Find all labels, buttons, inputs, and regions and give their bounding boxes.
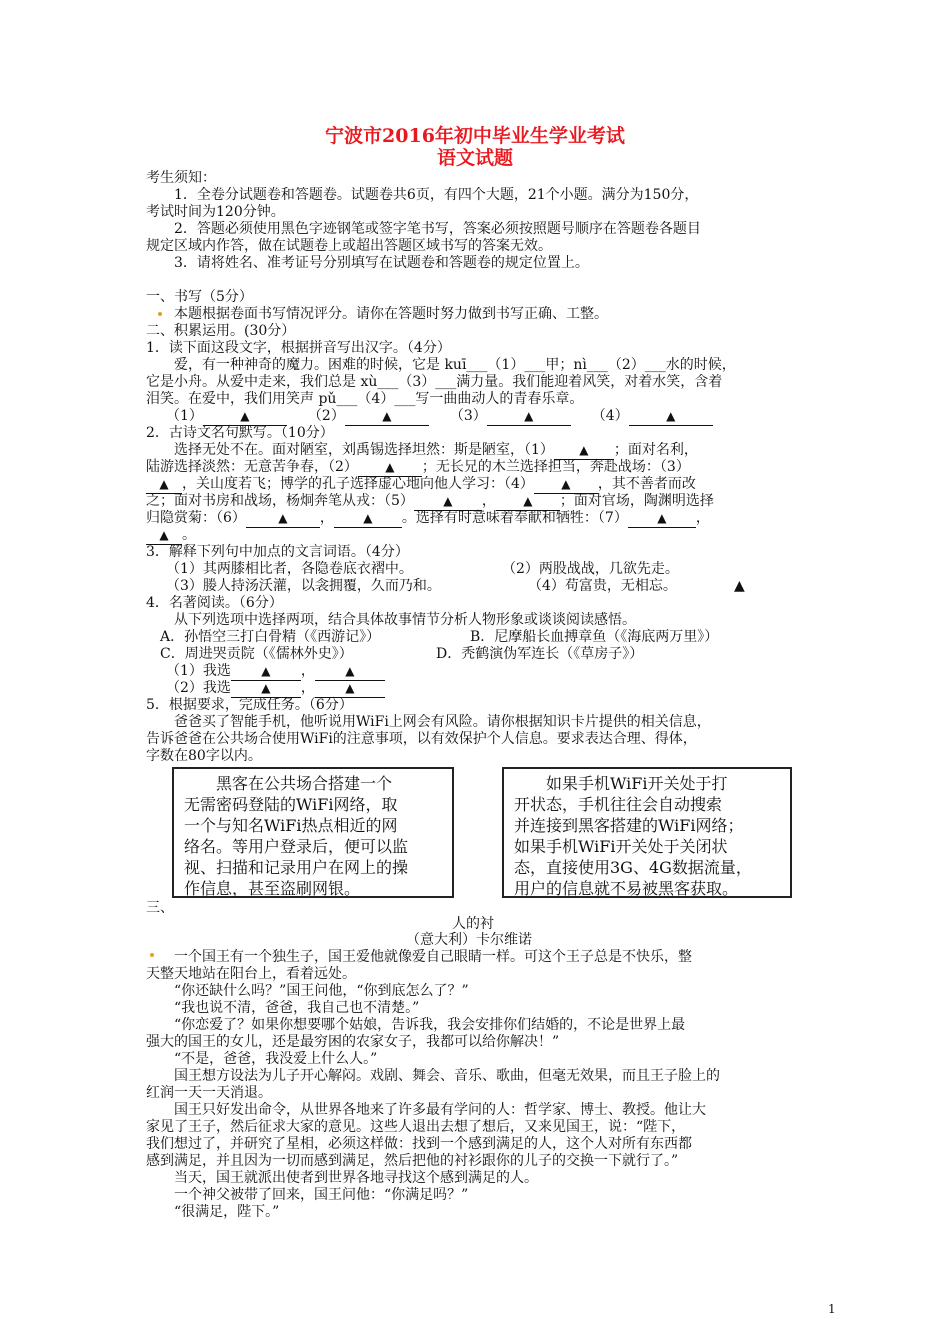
question-text: 泪笑。在爱中，我们用笑声 pǔ___（4）___写一曲曲动人的青春乐章。 bbox=[146, 391, 584, 407]
answer-blank[interactable] bbox=[315, 663, 385, 681]
notice-line: 3．请将姓名、准考证号分别填写在试题卷和答题卷的规定位置上。 bbox=[174, 255, 589, 271]
answer-blank[interactable] bbox=[629, 408, 713, 426]
question-text: 归隐赏菊：（6） ▲ ， ▲ 。选择有时意味着奉献和牺牲：（7） ▲ ， bbox=[146, 510, 710, 526]
card-line: 开状态，手机往往会自动搜索 bbox=[514, 795, 723, 814]
card-line: 用户的信息就不易被黑客获取。 bbox=[514, 879, 739, 898]
section-text: 本题根据卷面书写情况评分。请你在答题时努力做到书写正确、工整。 bbox=[174, 306, 608, 322]
story-paragraph: 国王只好发出命令，从世界各地来了许多最有学问的人：哲学家、博士、教授。他让大 bbox=[174, 1102, 706, 1118]
card-line: 如果手机WiFi开关处于关闭状 bbox=[514, 837, 728, 856]
question-text: ▲ ，关山度若飞；博学的孔子选择虚心地向他人学习：（4） ▲ ，其不善者而改 bbox=[146, 476, 696, 494]
notice-line: 规定区域内作答，做在试题卷上或超出答题区域书写的答案无效。 bbox=[146, 238, 552, 254]
section-heading: 二、积累运用。(30分） bbox=[146, 323, 296, 339]
decor-dot bbox=[150, 953, 154, 957]
question-item: （2）两股战战，几欲先走。 bbox=[502, 561, 679, 577]
notice-head: 考生须知： bbox=[146, 170, 216, 186]
triangle-icon: ▲ bbox=[345, 664, 355, 678]
triangle-icon: ▲ bbox=[666, 409, 676, 423]
answer-blank[interactable] bbox=[487, 408, 571, 426]
triangle-icon: ▲ bbox=[524, 409, 534, 423]
notice-line: 1．全卷分试题卷和答题卷。试题卷共6页，有四个大题，21个小题。满分为150分， bbox=[174, 187, 699, 203]
card-line: 一个与知名WiFi热点相近的网 bbox=[184, 816, 398, 835]
story-paragraph: “很满足，陛下。” bbox=[174, 1204, 280, 1220]
question-text: 爱，有一种神奇的魔力。困难的时候，它是 kuī___（1）___甲；nì___（2）___水的时候， bbox=[174, 357, 736, 373]
answer-blank[interactable] bbox=[628, 510, 696, 528]
option-c: C．周进哭贡院（《儒林外史》） bbox=[160, 646, 353, 662]
exam-subtitle: 语文试题 bbox=[436, 147, 513, 169]
answer-blank[interactable] bbox=[554, 442, 614, 460]
card-line: 视、扫描和记录用户在网上的操 bbox=[184, 858, 409, 877]
answer-blank[interactable] bbox=[345, 408, 429, 426]
story-paragraph: 我们想过了，并研究了星相，必须这样做：找到一个感到满足的人，这个人对所有东西都 bbox=[146, 1136, 692, 1152]
card-line: 无需密码登陆的WiFi网络，取 bbox=[184, 795, 398, 814]
question-heading: 5．根据要求，完成任务。（6分） bbox=[146, 697, 353, 713]
decor-dot bbox=[158, 312, 162, 316]
story-paragraph: “你恋爱了？如果你想要哪个姑娘，告诉我，我会安排你们结婚的，不论是世界上最 bbox=[174, 1017, 686, 1033]
answer-blank[interactable] bbox=[246, 510, 320, 528]
triangle-icon: ▲ bbox=[261, 681, 271, 695]
triangle-icon: ▲ bbox=[345, 681, 355, 695]
section-heading: 三、 bbox=[146, 900, 174, 916]
triangle-icon: ▲ bbox=[734, 578, 745, 594]
answer-blank[interactable] bbox=[414, 493, 482, 511]
question-item: （4）苟富贵，无相忘。 bbox=[528, 578, 677, 594]
option-b: B．尼摩船长血搏章鱼（《海底两万里》） bbox=[470, 629, 719, 645]
question-text: ▲ 。 bbox=[146, 527, 196, 545]
answer-blank[interactable] bbox=[496, 493, 560, 511]
triangle-icon: ▲ bbox=[579, 443, 589, 457]
answer-label: （2） bbox=[314, 408, 345, 424]
question-text: 爸爸买了智能手机，他听说用WiFi上网会有风险。请你根据知识卡片提供的相关信息， bbox=[174, 714, 711, 730]
page-number: 1 bbox=[828, 1302, 836, 1316]
triangle-icon: ▲ bbox=[261, 664, 271, 678]
story-paragraph: “不是，爸爸，我没爱上什么人。” bbox=[174, 1051, 378, 1067]
question-heading: 3．解释下列句中加点的文言词语。（4分） bbox=[146, 544, 409, 560]
question-text: 之；面对书房和战场，杨炯奔笔从戎：（5） ▲ ， ▲ ；面对官场，陶渊明选择 bbox=[146, 493, 714, 509]
answer-blank[interactable] bbox=[231, 663, 301, 681]
question-heading: 1．读下面这段文字，根据拼音写出汉字。（4分） bbox=[146, 340, 451, 356]
story-paragraph: 一个国王有一个独生子，国王爱他就像爱自己眼睛一样。可这个王子总是不快乐，整 bbox=[174, 949, 692, 965]
card-line: 如果手机WiFi开关处于打 bbox=[514, 774, 728, 793]
option-d: D．秃鹤演伪军连长（《草房子》） bbox=[436, 646, 644, 662]
card-line: 络名。等用户登录后，便可以监 bbox=[184, 837, 409, 856]
answer-blank[interactable] bbox=[315, 680, 385, 698]
answer-label: （1） bbox=[166, 408, 203, 424]
section-heading: 一、书写（5分） bbox=[146, 289, 253, 305]
story-paragraph: 一个神父被带了回来，国王问他：“你满足吗？” bbox=[174, 1187, 469, 1203]
answer-slots bbox=[166, 408, 713, 426]
question-item: （1）其两膝相比者，各隐卷底衣褶中。 bbox=[166, 561, 413, 577]
answer-blank[interactable] bbox=[146, 476, 182, 494]
story-title-fragment: 人的衬 bbox=[452, 916, 494, 932]
choice-line: （1）我选 ▲ ， ▲ bbox=[166, 663, 385, 681]
story-paragraph: 家见了王子，然后征求大家的意见。这些人退出去想了想后，又来见国王，说：“陛下， bbox=[146, 1119, 686, 1135]
answer-blank[interactable] bbox=[231, 680, 301, 698]
story-author: （意大利）卡尔维诺 bbox=[406, 932, 532, 948]
triangle-icon: ▲ bbox=[382, 409, 392, 423]
card-line: 态，直接使用3G、4G数据流量， bbox=[514, 858, 752, 877]
triangle-icon: ▲ bbox=[278, 511, 288, 525]
story-paragraph: 红润一天一天消退。 bbox=[146, 1085, 272, 1101]
question-text: 从下列选项中选择两项，结合具体故事情节分析人物形象或谈谈阅读感悟。 bbox=[174, 612, 636, 628]
answer-blank[interactable] bbox=[534, 476, 598, 494]
story-paragraph: 感到满足，并且因为一切而感到满足，然后把他的衬衫跟你的儿子的交换一下就行了。” bbox=[146, 1153, 679, 1169]
question-item: （3）媵人持汤沃灌，以衾拥覆，久而乃和。 bbox=[166, 578, 441, 594]
answer-blank[interactable] bbox=[146, 527, 182, 545]
triangle-icon: ▲ bbox=[159, 528, 169, 542]
choice-line: （2）我选 ▲ ， ▲ bbox=[166, 680, 385, 698]
story-paragraph: 天整天地站在阳台上，看着远处。 bbox=[146, 966, 356, 982]
triangle-icon: ▲ bbox=[240, 409, 250, 423]
question-text: 告诉爸爸在公共场合使用WiFi的注意事项，以有效保护个人信息。要求表达合理、得体， bbox=[146, 731, 697, 747]
option-a: A．孙悟空三打白骨精（《西游记》） bbox=[160, 629, 381, 645]
story-paragraph: 国王想方设法为儿子开心解闷。戏剧、舞会、音乐、歌曲，但毫无效果，而且王子脸上的 bbox=[174, 1068, 720, 1084]
answer-label: （4） bbox=[598, 408, 629, 424]
knowledge-card-1 bbox=[172, 767, 454, 898]
answer-blank[interactable] bbox=[358, 459, 422, 477]
story-paragraph: 当天，国王就派出使者到世界各地寻找这个感到满足的人。 bbox=[174, 1170, 538, 1186]
question-text: 它是小舟。从爱中走来，我们总是 xù___（3）___满力量。我们能迎着风笑，对着水笑，含着 bbox=[146, 374, 723, 390]
card-line: 并连接到黑客搭建的WiFi网络； bbox=[514, 816, 744, 835]
notice-line: 考试时间为120分钟。 bbox=[146, 204, 285, 220]
question-heading: 2．古诗文名句默写。（10分） bbox=[146, 425, 334, 441]
question-heading: 4．名著阅读。（6分） bbox=[146, 595, 283, 611]
triangle-icon: ▲ bbox=[561, 477, 571, 491]
knowledge-card-2 bbox=[502, 767, 792, 898]
question-text: 选择无处不在。面对陋室，刘禹锡选择坦然：斯是陋室，（1） ▲ ；面对名利， bbox=[174, 442, 698, 458]
answer-blank[interactable] bbox=[334, 510, 402, 528]
triangle-icon: ▲ bbox=[385, 460, 395, 474]
question-text: 陆游选择淡然：无意苦争春，（2） ▲ ；无长兄的木兰选择担当，奔赴战场：（3） bbox=[146, 459, 690, 475]
triangle-icon: ▲ bbox=[159, 477, 169, 491]
story-paragraph: “我也说不清，爸爸，我自己也不清楚。” bbox=[174, 1000, 420, 1016]
card-line: 作信息，甚至盗刷网银。 bbox=[184, 879, 361, 898]
triangle-icon: ▲ bbox=[523, 494, 533, 508]
answer-label: （3） bbox=[456, 408, 487, 424]
triangle-icon: ▲ bbox=[657, 511, 667, 525]
story-paragraph: 强大的国王的女儿，还是最穷困的农家女子，我都可以给你解决！” bbox=[146, 1034, 560, 1050]
story-paragraph: “你还缺什么吗？”国王问他，“你到底怎么了？” bbox=[174, 983, 469, 999]
answer-blank[interactable] bbox=[203, 408, 287, 426]
triangle-icon: ▲ bbox=[443, 494, 453, 508]
notice-line: 2．答题必须使用黑色字迹钢笔或签字笔书写，答案必须按照题号顺序在答题卷各题目 bbox=[174, 221, 701, 237]
question-text: 字数在80字以内。 bbox=[146, 748, 262, 764]
exam-title: 宁波市2016年初中毕业生学业考试 bbox=[325, 125, 625, 147]
triangle-icon: ▲ bbox=[363, 511, 373, 525]
card-line: 黑客在公共场合搭建一个 bbox=[184, 774, 393, 793]
